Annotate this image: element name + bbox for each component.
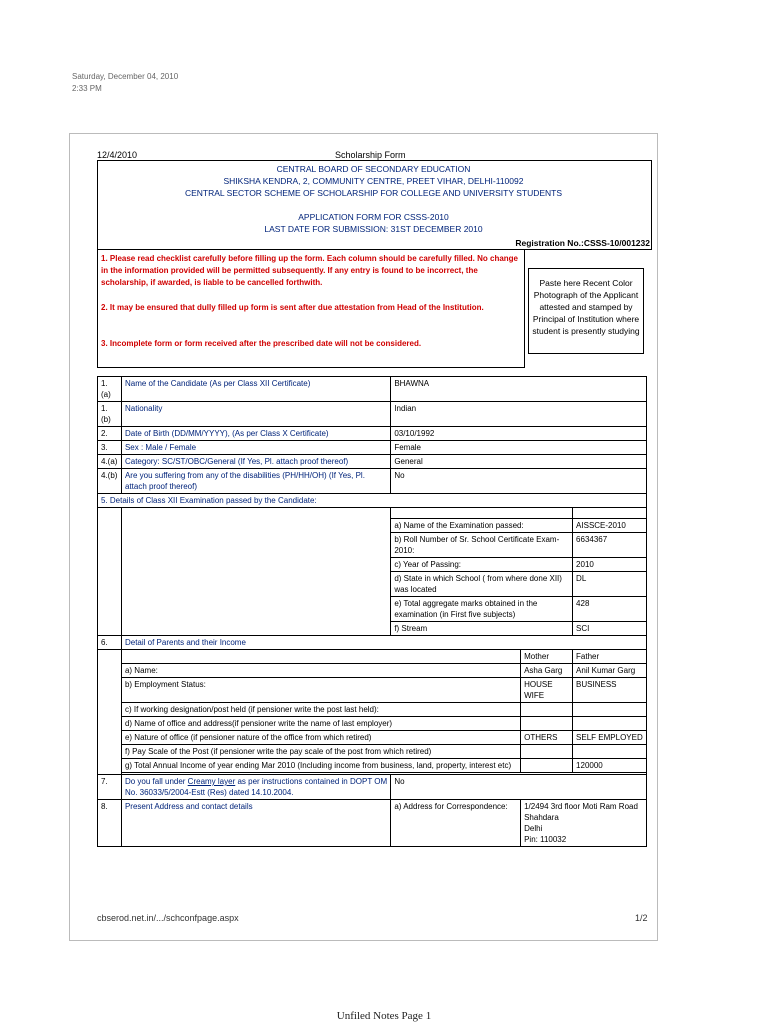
table-row — [98, 717, 647, 731]
exam-value: DL — [573, 572, 647, 597]
row-label: Nationality — [121, 402, 390, 427]
office-address-label: d) Name of office and address(if pensioner write the name of last employer) — [121, 717, 520, 731]
row-label: Sex : Male / Female — [121, 441, 390, 455]
registration-number: Registration No.:CSSS-10/001232 — [515, 238, 650, 248]
header-line3: CENTRAL SECTOR SCHEME OF SCHOLARSHIP FOR COLLEGE AND UNIVERSITY STUDENTS — [184, 188, 563, 198]
exam-label: f) Stream — [391, 622, 573, 636]
address-section-label: Present Address and contact details — [121, 800, 390, 847]
section7-num: 7. — [98, 775, 122, 800]
table-row — [98, 678, 647, 703]
mother-office: OTHERS — [521, 731, 573, 745]
exam-label: a) Name of the Examination passed: — [391, 519, 573, 533]
row-label: Date of Birth (DD/MM/YYYY), (As per Class X Certificate) — [121, 427, 390, 441]
exam-label: b) Roll Number of Sr. School Certificate Exam-2010: — [391, 533, 573, 558]
row-value: 03/10/1992 — [391, 427, 647, 441]
mother-header: Mother — [521, 650, 573, 664]
table-row — [98, 377, 647, 402]
row-num: 1. (b) — [98, 402, 122, 427]
exam-value: 6634367 — [573, 533, 647, 558]
row-label: Category: SC/ST/OBC/General (If Yes, Pl. attach proof thereof) — [121, 455, 390, 469]
row-num: 3. — [98, 441, 122, 455]
exam-label: e) Total aggregate marks obtained in the examination (in First five subjects) — [391, 597, 573, 622]
mother-name: Asha Garg — [521, 664, 573, 678]
father-office: SELF EMPLOYED — [573, 731, 647, 745]
section6-header — [98, 636, 647, 650]
note-1: 1. Please read checklist carefully before filling up the form. Each column should be carefully filled. No change in the information provided will be permitted subsequently. If any entry is found to be incorrect, the scholarship, if awarded, is liable to be cancelled forthwith. — [101, 254, 518, 287]
section5-title: 5. Details of Class XII Examination passed by the Candidate: — [98, 494, 647, 508]
row-label: Name of the Candidate (As per Class XII Certificate) — [121, 377, 390, 402]
row-value: Female — [391, 441, 647, 455]
father-income: 120000 — [573, 759, 647, 773]
creamy-layer-link[interactable]: Creamy layer — [187, 777, 236, 786]
exam-value: AISSCE-2010 — [573, 519, 647, 533]
father-header: Father — [573, 650, 647, 664]
annual-income-label: g) Total Annual Income of year ending Mar 2010 (Including income from business, land, property, interest etc) — [121, 759, 520, 773]
table-row — [98, 402, 647, 427]
table-row — [98, 455, 647, 469]
section6-num: 6. — [98, 636, 122, 650]
office-nature-label: e) Nature of office (if pensioner nature of the office from which retired) — [121, 731, 520, 745]
note-2: 2. It may be ensured that dully filled up form is sent after due attestation from Head of the Institution. — [101, 303, 484, 312]
exam-value: 428 — [573, 597, 647, 622]
print-title: Scholarship Form — [335, 150, 406, 160]
address-value: 1/2494 3rd floor Moti Ram Road Shahdara Delhi Pin: 110032 — [521, 800, 647, 847]
table-row — [98, 759, 647, 773]
table-row — [98, 731, 647, 745]
mother-employment: HOUSE WIFE — [521, 678, 573, 703]
address-label: a) Address for Correspondence: — [391, 800, 521, 847]
table-row — [98, 703, 647, 717]
exam-label: c) Year of Passing: — [391, 558, 573, 572]
section5-header — [98, 494, 647, 508]
exam-value: 2010 — [573, 558, 647, 572]
father-name: Anil Kumar Garg — [573, 664, 647, 678]
row-value: General — [391, 455, 647, 469]
row-value: No — [391, 469, 647, 494]
exam-label: d) State in which School ( from where done XII) was located — [391, 572, 573, 597]
pay-scale-label: f) Pay Scale of the Post (if pensioner write the pay scale of the post from which retired) — [121, 745, 520, 759]
notes-page-footer: Unfiled Notes Page 1 — [336, 1010, 432, 1022]
creamy-layer-question: Do you fall under Creamy layer as per instructions contained in DOPT OM No. 36033/5/2004-Estt (Res) dated 14.10.2004. — [121, 775, 390, 800]
header-line5: LAST DATE FOR SUBMISSION: 31ST DECEMBER 2010 — [264, 224, 483, 234]
section6-title: Detail of Parents and their Income — [121, 636, 646, 650]
section8-num: 8. — [98, 800, 122, 847]
table-row — [98, 441, 647, 455]
row-value: BHAWNA — [391, 377, 647, 402]
table-row — [98, 650, 647, 664]
row-num: 2. — [98, 427, 122, 441]
exam-value: SCI — [573, 622, 647, 636]
header-line2: SHIKSHA KENDRA, 2, COMMUNITY CENTRE, PREET VIHAR, DELHI-110092 — [223, 176, 524, 186]
designation-label: c) If working designation/post held (if pensioner write the post last held): — [121, 703, 520, 717]
table-row — [98, 745, 647, 759]
page-url: cbserod.net.in/.../schconfpage.aspx — [97, 913, 239, 923]
row-label: Are you suffering from any of the disabilities (PH/HH/OH) (If Yes, Pl. attach proof thereof) — [121, 469, 390, 494]
row-value: Indian — [391, 402, 647, 427]
note-3: 3. Incomplete form or form received after the prescribed date will not be considered. — [101, 339, 422, 348]
table-row — [98, 775, 647, 800]
father-employment: BUSINESS — [573, 678, 647, 703]
row-num: 4.(b) — [98, 469, 122, 494]
photo-placeholder: Paste here Recent Color Photograph of the Applicant attested and stamped by Principal of Institution where student is presently studying — [528, 268, 644, 354]
employment-label: b) Employment Status: — [121, 678, 520, 703]
parent-name-label: a) Name: — [121, 664, 520, 678]
note-time: 2:33 PM — [72, 84, 102, 93]
table-row — [98, 664, 647, 678]
header-line1: CENTRAL BOARD OF SECONDARY EDUCATION — [276, 164, 471, 174]
note-date: Saturday, December 04, 2010 — [72, 72, 179, 81]
table-row — [98, 469, 647, 494]
creamy-layer-value: No — [391, 775, 647, 800]
page-number: 1/2 — [635, 913, 648, 923]
print-date: 12/4/2010 — [97, 150, 138, 160]
table-row — [98, 800, 647, 847]
form-table — [97, 376, 647, 847]
table-row — [98, 508, 647, 519]
table-row — [98, 427, 647, 441]
row-num: 4.(a) — [98, 455, 122, 469]
row-num: 1. (a) — [98, 377, 122, 402]
header-line4: APPLICATION FORM FOR CSSS-2010 — [298, 212, 449, 222]
